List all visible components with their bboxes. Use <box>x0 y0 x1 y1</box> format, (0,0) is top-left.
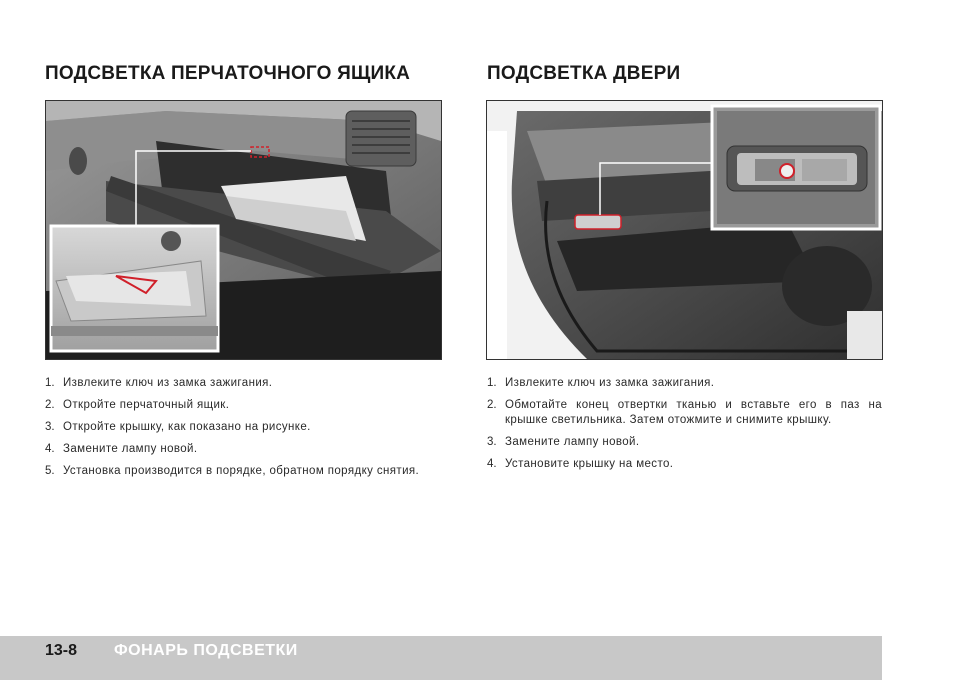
step-text: Извлеките ключ из замка зажигания. <box>505 377 715 389</box>
step-number: 2. <box>487 399 497 411</box>
list-item <box>45 464 445 479</box>
step-text: Замените лампу новой. <box>63 443 198 455</box>
step-number: 5. <box>45 465 55 477</box>
glovebox-photo <box>45 100 442 360</box>
step-number: 3. <box>45 421 55 433</box>
list-item <box>487 398 882 428</box>
door-photo <box>486 100 883 360</box>
step-number: 2. <box>45 399 55 411</box>
page-footer <box>0 636 882 680</box>
step-text: Откройте перчаточный ящик. <box>63 399 230 411</box>
step-text: Установите крышку на место. <box>505 458 674 470</box>
page-number: 13-8 <box>45 642 78 659</box>
step-number: 4. <box>487 458 497 470</box>
glovebox-light-title: ПОДСВЕТКА ПЕРЧАТОЧНОГО ЯЩИКА <box>45 63 411 84</box>
step-text: Установка производится в порядке, обратном порядку снятия. <box>63 465 420 477</box>
section-title: ФОНАРЬ ПОДСВЕТКИ <box>114 642 298 659</box>
glovebox-steps-list <box>45 376 445 486</box>
step-text: Извлеките ключ из замка зажигания. <box>63 377 273 389</box>
list-item <box>45 442 445 457</box>
list-item <box>45 398 445 413</box>
step-number: 3. <box>487 436 497 448</box>
step-number: 1. <box>487 377 497 389</box>
step-text: Откройте крышку, как показано на рисунке. <box>63 421 311 433</box>
step-text: Обмотайте конец отвертки тканью и вставьте его в паз на крышке светильника. Затем отожмите и снимите крышку. <box>505 399 882 426</box>
list-item <box>45 420 445 435</box>
door-light-title: ПОДСВЕТКА ДВЕРИ <box>487 63 681 84</box>
step-text: Замените лампу новой. <box>505 436 640 448</box>
list-item <box>487 457 882 472</box>
list-item <box>487 376 882 391</box>
door-steps-list <box>487 376 882 479</box>
list-item <box>487 435 882 450</box>
step-number: 1. <box>45 377 55 389</box>
list-item <box>45 376 445 391</box>
step-number: 4. <box>45 443 55 455</box>
